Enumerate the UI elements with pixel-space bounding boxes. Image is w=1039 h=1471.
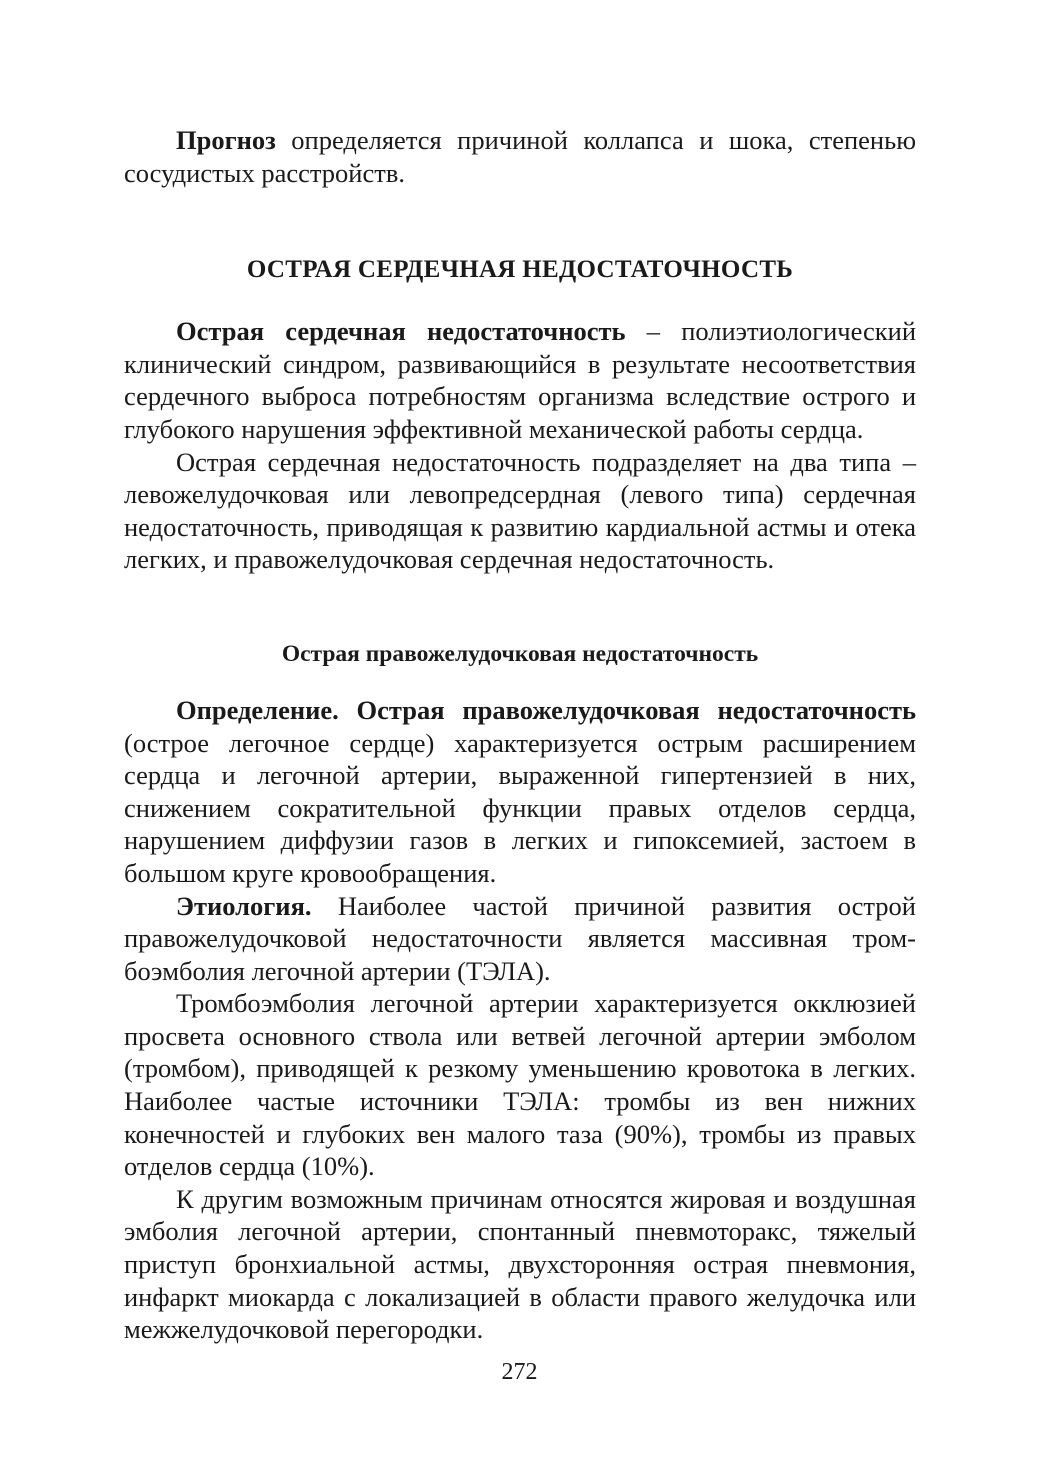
prognosis-term: Прогноз — [176, 125, 276, 155]
thromboembolism-paragraph: Тромбоэмболия легочной артерии характеризуется окклюзией просвета основного ствола или ветвей легочной артерии эмболом (тромбом), приводящей к резкому уменьшению кровотока в легких. Наиболее частые источники ТЭЛА: тромбы из вен нижних конечностей и глубоких вен малого таза (90%), тромбы из правых отделов сердца (10%). — [124, 988, 916, 1182]
other-causes-paragraph: К другим возможным причинам относятся жировая и воздушная эмболия легочной артерии, спонтанный пневмоторакс, тяжелый приступ бронхиальной астмы, двухсторонняя острая пневмония, инфаркт миокарда с локализацией в области правого желудочка или межжелудочковой перегородки. — [124, 1183, 916, 1345]
etiology-term: Этиология. — [176, 890, 312, 921]
types-paragraph: Острая сердечная недостаточность подразделяет на два типа – левожелудочковая или левопредсердная (левого типа) сердечная недостаточность, приводящая к развитию кардиальной астмы и отека легких, и правожелудочковая сердечная недостаточность. — [124, 446, 916, 575]
rv-definition-text: (острое легочное сердце) характеризуется острым расширением сердца и легочной артерии, выраженной гипертензией в них, снижением сократительной функции правых отделов сердца, нарушением диффузии газов в легких и гипоксемией, застоем в большом круге кровообращения. — [124, 727, 916, 888]
rv-definition-term: Определение. Острая правожелудочковая недостаточность — [176, 694, 916, 725]
prognosis-paragraph — [124, 124, 916, 189]
definition-text: – полиэтиологический клинический синдром, развивающийся в результате несоответствия сердечного выброса потребностям организма вследствие острого и глубокого нарушения эффективной механической работы сердца. — [124, 316, 916, 444]
page-content — [124, 124, 916, 1346]
prognosis-text: определяется причиной коллапса и шока, степенью сосудистых расстройств. — [124, 125, 916, 188]
etiology-text: Наиболее частой причиной развития острой правожелудочковой недостаточности является массивная тромбоэмболия легочной артерии (ТЭЛА). — [124, 890, 916, 986]
definition-term: Острая сердечная недостаточность — [176, 316, 626, 347]
subsection-title: Острая правожелудочковая недостаточность — [281, 640, 759, 667]
definition-paragraph — [124, 315, 916, 445]
section-title: ОСТРАЯ СЕРДЕЧНАЯ НЕДОСТАТОЧНОСТЬ — [246, 256, 794, 284]
etiology-paragraph — [124, 890, 916, 988]
page-number: 272 — [501, 1359, 538, 1385]
rv-definition-paragraph — [124, 694, 916, 890]
